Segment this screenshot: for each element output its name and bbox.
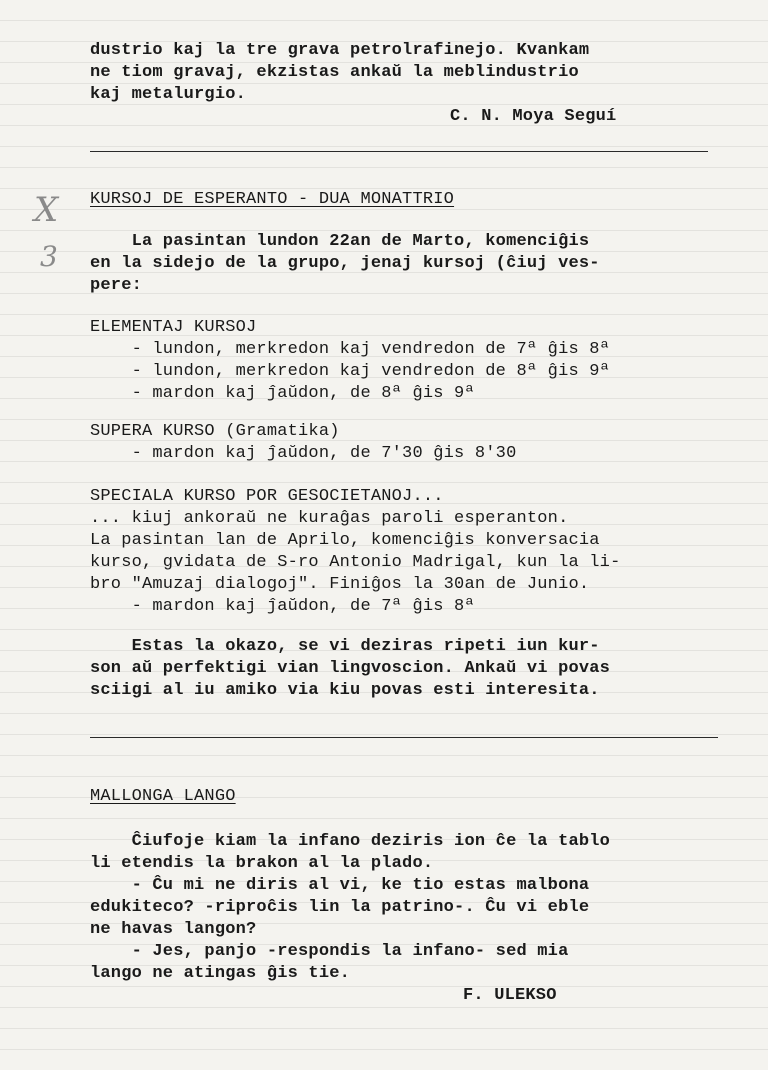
section-divider [90, 151, 708, 152]
article1-line: dustrio kaj la tre grava petrolrafinejo. Kvankam [90, 41, 590, 60]
superior-course-title: SUPERA KURSO (Gramatika) [90, 422, 340, 441]
special-course-line: - mardon kaj ĵaŭdon, de 7ª ĝis 8ª [90, 597, 475, 616]
special-course-line: La pasintan lan de Aprilo, komenciĝis konversacia [90, 531, 600, 550]
article2-intro-line: La pasintan lundon 22an de Marto, komenciĝis [90, 232, 590, 251]
article3-signature: F. ULEKSO [463, 986, 557, 1005]
article1-line: ne tiom gravaj, ekzistas ankaŭ la meblindustrio [90, 63, 579, 82]
closing-line: son aŭ perfektigi vian lingvoscion. Ankaŭ vi povas [90, 659, 611, 678]
article2-intro-line: en la sidejo de la grupo, jenaj kursoj (ĉiuj ves- [90, 254, 600, 273]
article3-heading: MALLONGA LANGO [90, 787, 236, 806]
article3-line: lango ne atingas ĝis tie. [90, 964, 351, 983]
margin-mark-3: 3 [40, 240, 58, 273]
section-divider [90, 737, 718, 738]
special-course-title: SPECIALA KURSO POR GESOCIETANOJ... [90, 487, 444, 506]
article2-heading: KURSOJ DE ESPERANTO - DUA MONATTRIO [90, 190, 455, 209]
article3-line: edukiteco? -riproĉis lin la patrino-. Ĉu vi eble [90, 898, 590, 917]
article2-intro-line: pere: [90, 276, 143, 295]
elementary-course-line: - lundon, merkredon kaj vendredon de 8ª ĝis 9ª [90, 362, 611, 381]
elementary-courses-title: ELEMENTAJ KURSOJ [90, 318, 257, 337]
article3-line: - Ĉu mi ne diris al vi, ke tio estas malbona [90, 876, 590, 895]
article3-line: Ĉiufoje kiam la infano deziris ion ĉe la tablo [90, 832, 611, 851]
elementary-course-line: - lundon, merkredon kaj vendredon de 7ª ĝis 8ª [90, 340, 611, 359]
special-course-line: bro "Amuzaj dialogoj". Finiĝos la 30an de Junio. [90, 575, 590, 594]
article1-signature: C. N. Moya Seguí [450, 107, 617, 126]
article3-line: - Jes, panjo -respondis la infano- sed mia [90, 942, 569, 961]
superior-course-line: - mardon kaj ĵaŭdon, de 7'30 ĝis 8'30 [90, 444, 517, 463]
article3-line: ne havas langon? [90, 920, 257, 939]
special-course-line: kurso, gvidata de S-ro Antonio Madrigal, kun la li- [90, 553, 621, 572]
special-course-line: ... kiuj ankoraŭ ne kuraĝas paroli esperanton. [90, 509, 569, 528]
article1-line: kaj metalurgio. [90, 85, 247, 104]
margin-mark-x: X [34, 190, 59, 230]
elementary-course-line: - mardon kaj ĵaŭdon, de 8ª ĝis 9ª [90, 384, 475, 403]
closing-line: sciigi al iu amiko via kiu povas esti interesita. [90, 681, 600, 700]
article3-line: li etendis la brakon al la plado. [90, 854, 434, 873]
closing-line: Estas la okazo, se vi deziras ripeti iun kur- [90, 637, 600, 656]
